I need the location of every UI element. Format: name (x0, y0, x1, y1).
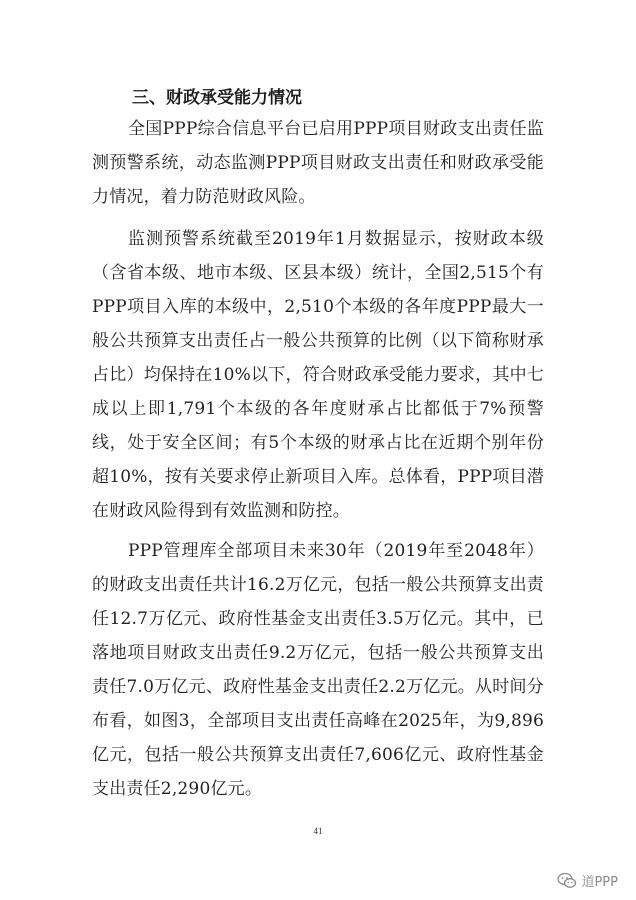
document-body (92, 112, 544, 812)
paragraph-expenditure: PPP管理库全部项目未来30年（2019年至2048年）的财政支出责任共计16.2万亿元，包括一般公共预算支出责任12.7万亿元、政府性基金支出责任3.5万亿元。其中，已落地项目财政支出责任9.2万亿元，包括一般公共预算支出责任7.0万亿元、政府性基金支出责任2.2万亿元。从时间分布看，如图3，全部项目支出责任高峰在2025年，为9,896亿元，包括一般公共预算支出责任7,606亿元、政府性基金支出责任2,290亿元。 (92, 541, 544, 799)
paragraph-platform: 全国PPP综合信息平台已启用PPP项目财政支出责任监测预警系统，动态监测PPP项目财政支出责任和财政承受能力情况，着力防范财政风险。 (92, 119, 544, 207)
paragraph-monitoring: 监测预警系统截至2019年1月数据显示，按财政本级（含省本级、地市本级、区县本级）统计，全国2,515个有PPP项目入库的本级中，2,510个本级的各年度PPP最大一般公共预算支出责任占一般公共预算的比例（以下简称财承占比）均保持在10%以下，符合财政承受能力要求，其中七成以上即1,791个本级的各年度财承占比都低于7%预警线，处于安全区间；有5个本级的财承占比在近期个别年份超10%，按有关要求停止新项目入库。总体看，PPP项目潜在财政风险得到有效监测和防控。 (92, 229, 544, 521)
wechat-icon (557, 872, 577, 890)
page-number: 41 (313, 826, 323, 836)
watermark (557, 871, 618, 890)
watermark-text: 道PPP (581, 875, 618, 890)
section-title: 三、财政承受能力情况 (132, 88, 302, 108)
